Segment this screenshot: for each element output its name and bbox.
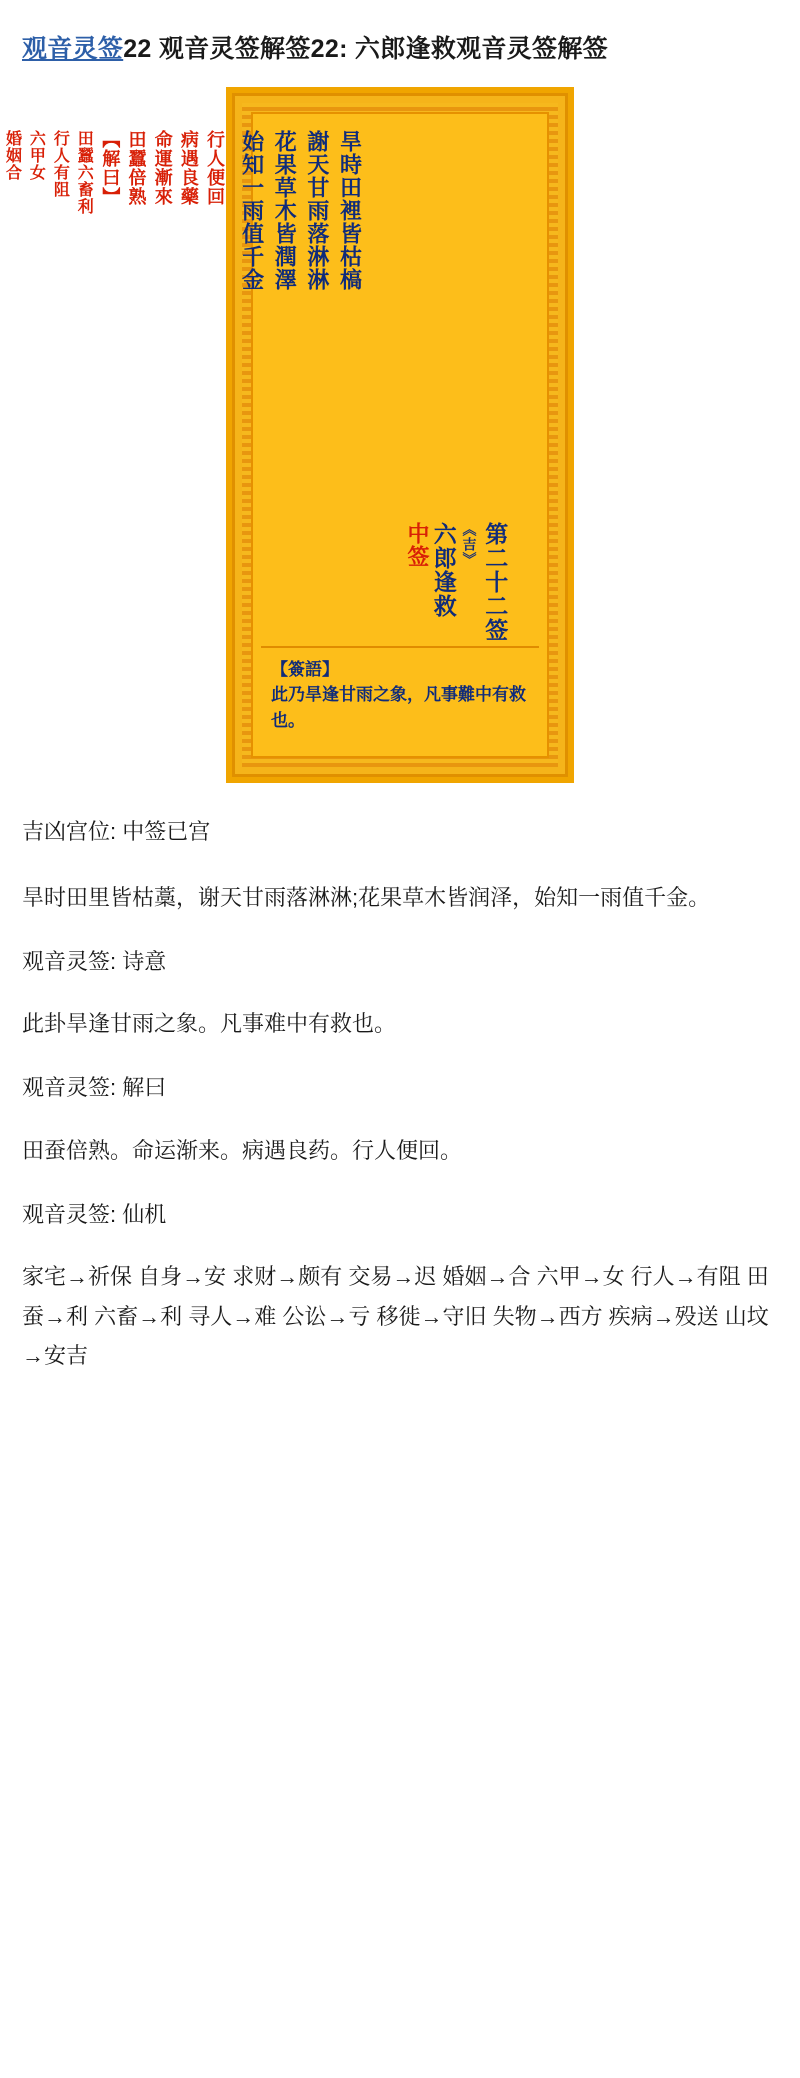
slip-number: 第二十二签 xyxy=(481,521,509,642)
slip-grade: 中签 xyxy=(404,521,430,568)
xianji-pairs: 家宅→祈保 自身→安 求财→颇有 交易→迟 婚姻→合 六甲→女 行人→有阻 田蚕→利 六畜→利 寻人→难 公讼→亏 移徙→守旧 失物→西方 疾病→殁送 山坟→安吉 xyxy=(22,1264,769,1368)
slip-jieyue-4: 行人便回 xyxy=(204,129,225,206)
page-title-rest: 22 观音灵签解签22: 六郎逢救观音灵签解签 xyxy=(123,35,608,63)
page-title xyxy=(22,30,778,69)
slip-note xyxy=(261,648,539,747)
slip-jieyue-2: 命運漸來 xyxy=(151,129,173,206)
slip-jieyue-1: 田蠶倍熟 xyxy=(125,129,147,206)
slip-poem-line-3: 花果草木皆潤澤 xyxy=(271,129,298,291)
slip-xianji-8: 田蠶六畜利 xyxy=(75,129,95,215)
slip-xianji-7: 行人有阻 xyxy=(51,129,71,198)
fortune-slip-inner xyxy=(3,112,549,759)
xianji-label: 观音灵签: 仙机 xyxy=(22,1202,167,1227)
poem-text: 旱时田里皆枯藁，谢天甘雨落淋淋;花果草木皆润泽，始知一雨值千金。 xyxy=(22,884,711,910)
slip-rank: 《吉》 xyxy=(460,521,477,567)
slip-note-text: 此乃旱逢甘雨之象，凡事難中有救也。 xyxy=(271,685,526,731)
fortune-slip-image xyxy=(3,87,778,784)
slip-jieyue-label: 【解曰】 xyxy=(99,129,121,206)
fortune-slip-ornate-border xyxy=(3,96,565,775)
shiyi-label: 观音灵签: 诗意 xyxy=(22,948,167,974)
fortune-slip-card xyxy=(3,87,574,784)
jieyue-text: 田蚕倍熟。命运渐来。病遇良药。行人便回。 xyxy=(22,1137,463,1163)
slip-poem-line-1: 旱時田裡皆枯槁 xyxy=(336,129,363,291)
shiyi-text: 此卦旱逢甘雨之象。凡事难中有救也。 xyxy=(22,1011,397,1037)
slip-xianji-5: 婚姻合 xyxy=(3,129,23,181)
slip-poem-line-4: 始知一雨值千金 xyxy=(238,129,265,291)
slip-xianji-6: 六甲女 xyxy=(27,129,47,181)
slip-name: 六郎逢救 xyxy=(429,521,457,618)
page-title-link[interactable]: 观音灵签 xyxy=(22,35,124,63)
fortune-slip-columns xyxy=(3,124,539,648)
palace-line: 吉凶宫位: 中签已宫 xyxy=(22,819,211,845)
slip-jieyue-3: 病遇良藥 xyxy=(177,129,199,206)
slip-poem-line-2: 謝天甘雨落淋淋 xyxy=(303,129,330,291)
jieyue-label: 观音灵签: 解曰 xyxy=(22,1075,167,1101)
slip-note-title: 【簽語】 xyxy=(271,659,339,680)
slip-number-column xyxy=(375,130,538,642)
